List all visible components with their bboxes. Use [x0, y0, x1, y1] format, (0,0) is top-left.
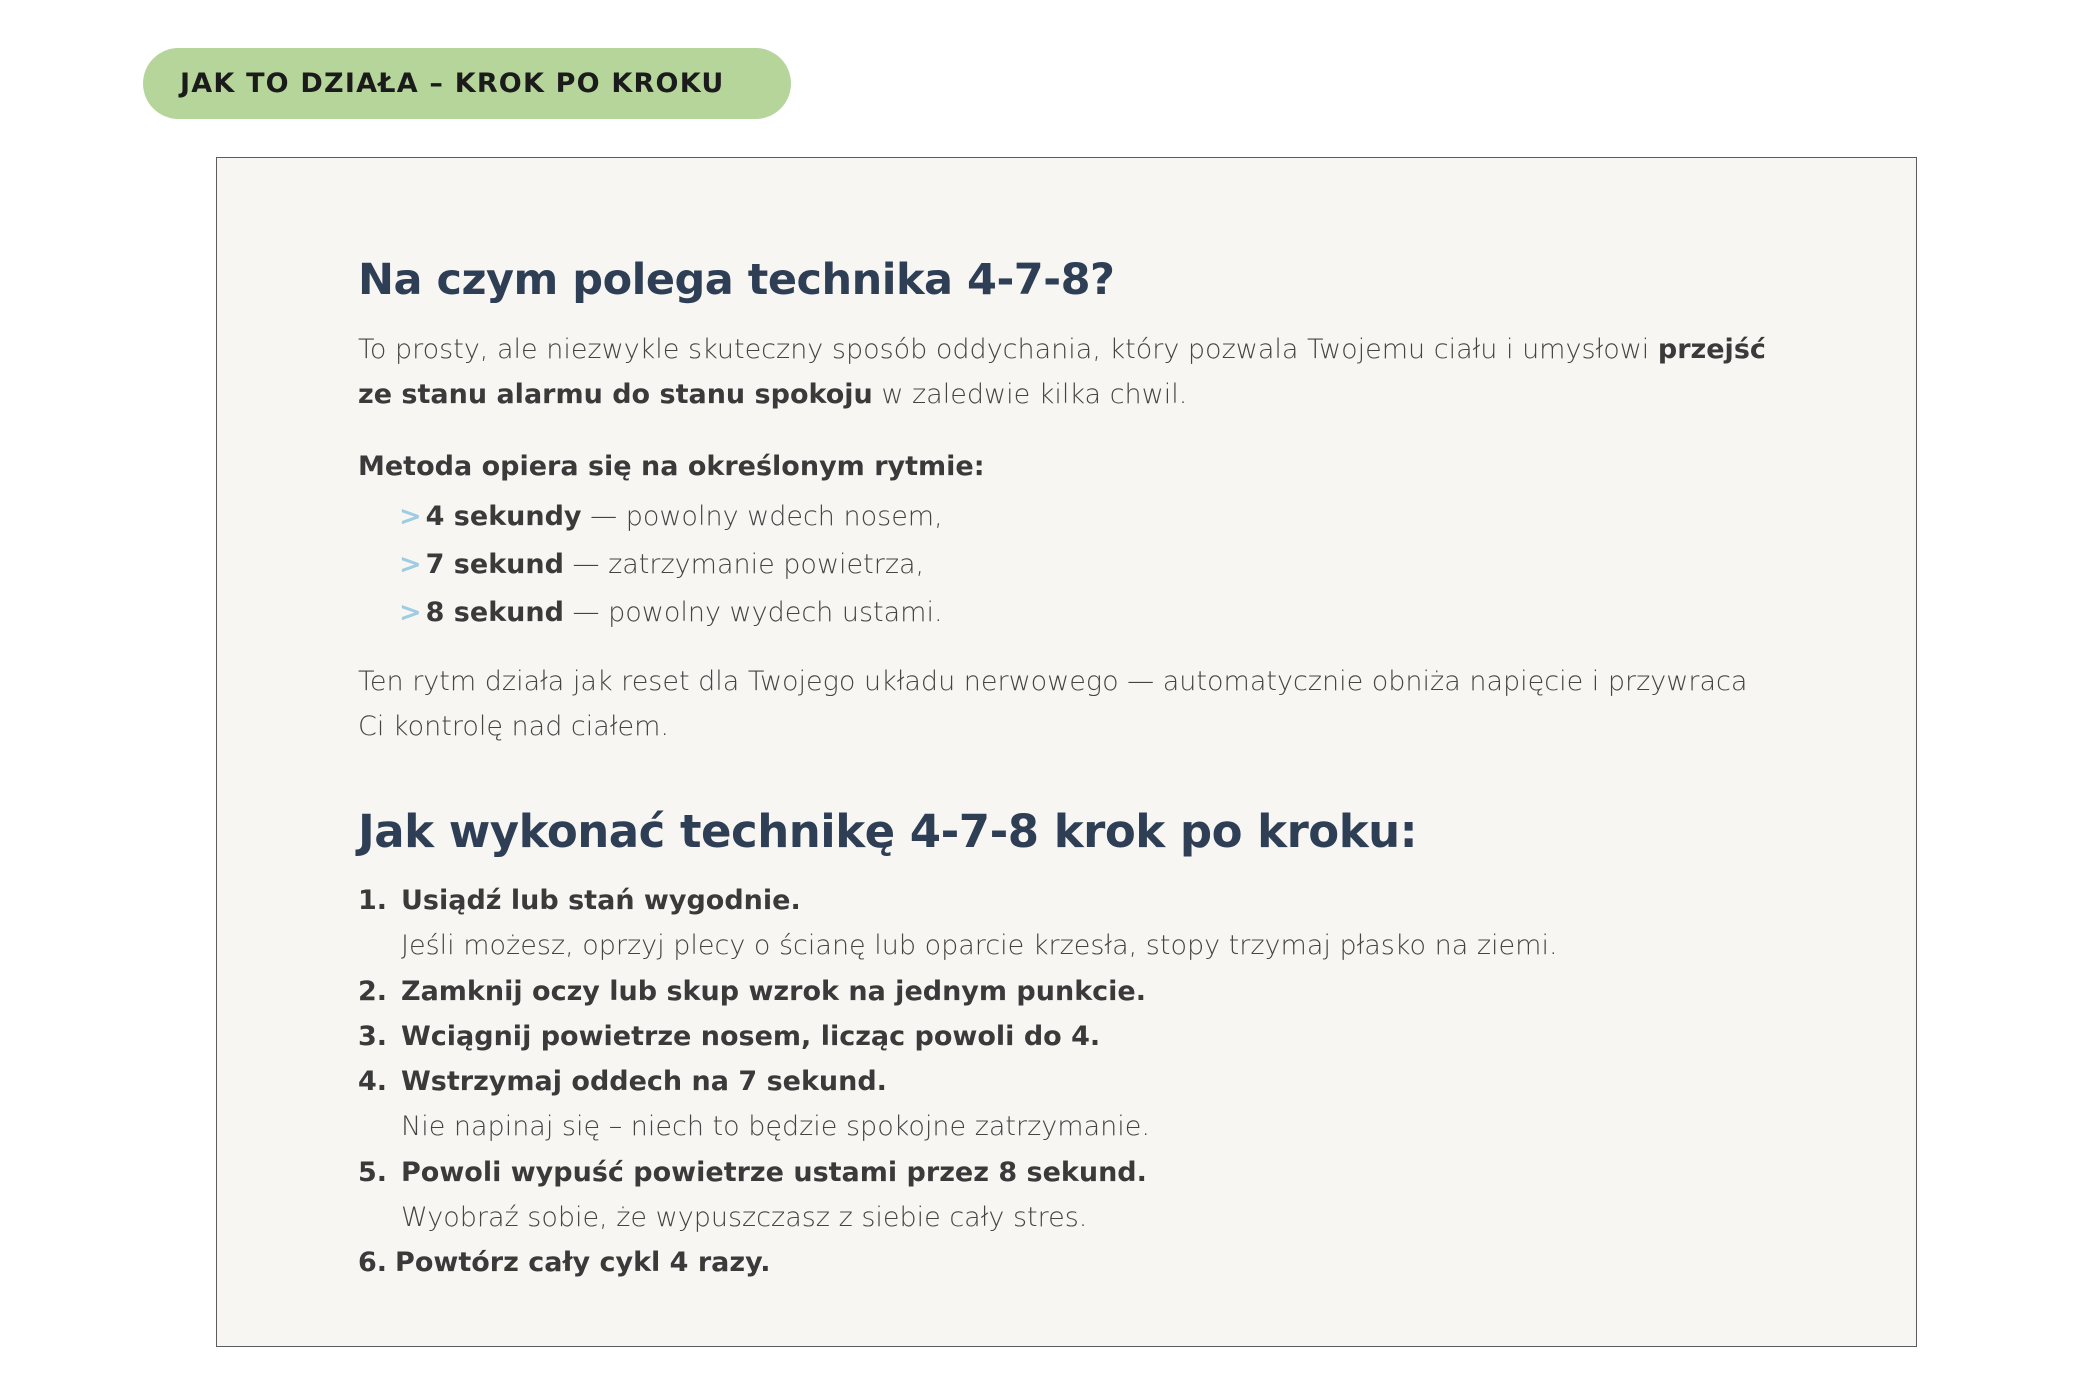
- step-item: [358, 969, 1558, 1014]
- intro-paragraph: [358, 327, 1778, 417]
- step-title: Wstrzymaj oddech na 7 sekund.: [401, 1066, 887, 1098]
- step-number: 4.: [358, 1066, 388, 1098]
- step-note: Jeśli możesz, oprzyj plecy o ścianę lub oparcie krzesła, stopy trzymaj płasko na ziemi.: [401, 930, 1558, 962]
- content-card: [216, 157, 1917, 1347]
- arrow-bullet-icon: >: [399, 549, 422, 580]
- step-note: Wyobraź sobie, że wypuszczasz z siebie cały stres.: [401, 1202, 1088, 1234]
- section-label-text: JAK TO DZIAŁA – KROK PO KROKU: [180, 68, 725, 99]
- method-title: Metoda opiera się na określonym rytmie:: [358, 451, 985, 482]
- step-item: [358, 1014, 1558, 1059]
- step-item: [358, 878, 1558, 923]
- outro-paragraph: Ten rytm działa jak reset dla Twojego układu nerwowego — automatycznie obniża napięcie i przywraca Ci kontrolę nad ciałem.: [358, 666, 1748, 742]
- intro-text-start: To prosty, ale niezwykle skuteczny sposób oddychania, który pozwala Twojemu ciału i umysłowi: [358, 334, 1658, 365]
- rhythm-description: — zatrzymanie powietrza,: [563, 549, 925, 580]
- step-title: Usiądź lub stań wygodnie.: [401, 885, 801, 916]
- rhythm-duration: 4 sekundy: [425, 501, 582, 532]
- step-number: 2.: [358, 975, 388, 1007]
- rhythm-description: — powolny wdech nosem,: [581, 501, 943, 532]
- step-number: 1.: [358, 885, 388, 916]
- step-number: 6.: [358, 1247, 388, 1279]
- section-label-pill: [143, 48, 791, 119]
- step-note: Nie napinaj się – niech to będzie spokojne zatrzymanie.: [401, 1111, 1150, 1143]
- step-item: [358, 1150, 1558, 1195]
- rhythm-list: [399, 493, 943, 637]
- arrow-bullet-icon: >: [399, 501, 422, 532]
- step-number: 3.: [358, 1020, 388, 1052]
- steps-list: [358, 878, 1558, 1286]
- rhythm-duration: 8 sekund: [425, 597, 564, 628]
- step-title: Powtórz cały cykl 4 razy.: [395, 1247, 771, 1279]
- intro-text-end: w zaledwie kilka chwil.: [872, 379, 1188, 410]
- step-title: Powoli wypuść powietrze ustami przez 8 sekund.: [401, 1156, 1147, 1188]
- heading-how-to: Jak wykonać technikę 4-7-8 krok po kroku:: [358, 805, 1418, 858]
- arrow-bullet-icon: >: [399, 597, 422, 628]
- rhythm-duration: 7 sekund: [425, 549, 564, 580]
- step-item: [358, 1240, 1558, 1285]
- heading-what-is: Na czym polega technika 4-7-8?: [358, 255, 1115, 305]
- step-item: [358, 1059, 1558, 1104]
- rhythm-description: — powolny wydech ustami.: [563, 597, 943, 628]
- rhythm-item: [399, 493, 943, 541]
- step-number: 5.: [358, 1156, 388, 1188]
- rhythm-item: [399, 541, 943, 589]
- intro-text-bold: przejść ze stanu alarmu do stanu spokoju: [358, 334, 1766, 410]
- step-title: Zamknij oczy lub skup wzrok na jednym punkcie.: [401, 975, 1146, 1007]
- step-title: Wciągnij powietrze nosem, licząc powoli do 4.: [401, 1020, 1101, 1052]
- rhythm-item: [399, 589, 943, 637]
